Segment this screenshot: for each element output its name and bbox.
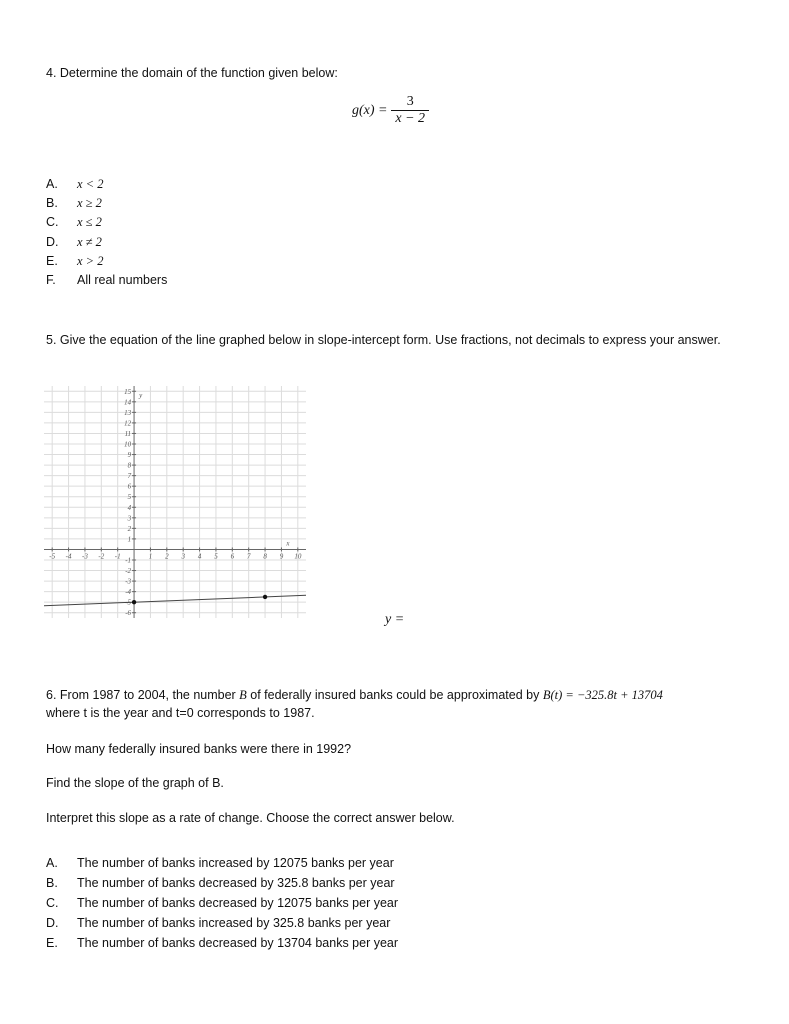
x-tick-label: 5 [214, 552, 218, 561]
q4-choice-b[interactable] [46, 196, 346, 215]
choice-text: x < 2 [77, 177, 104, 191]
y-axis-label: y [139, 391, 143, 400]
x-axis-label: x [286, 539, 290, 548]
y-tick-label: -3 [125, 577, 132, 586]
choice-letter: D. [46, 916, 59, 930]
x-tick-label: 7 [246, 552, 251, 561]
q4-prompt: 4. Determine the domain of the function given below: [46, 66, 338, 80]
choice-text: The number of banks decreased by 325.8 banks per year [77, 876, 395, 890]
q6-sub1: How many federally insured banks were there in 1992? [46, 742, 352, 756]
fraction-denominator: x − 2 [391, 110, 429, 127]
q4-choice-a[interactable] [46, 177, 346, 196]
y-tick-label: 7 [127, 472, 132, 481]
x-tick-label: 1 [148, 552, 153, 561]
q6-prompt-part1: 6. From 1987 to 2004, the number [46, 688, 240, 702]
x-tick-label: -3 [82, 552, 88, 561]
q6-choice-b[interactable] [46, 876, 546, 895]
choice-text: The number of banks increased by 12075 banks per year [77, 856, 394, 870]
y-tick-label: 6 [127, 482, 132, 491]
q6-choice-c[interactable] [46, 896, 546, 915]
choice-letter: F. [46, 273, 56, 287]
x-tick-label: 2 [165, 552, 169, 561]
q4-function [352, 94, 429, 127]
y-tick-label: 12 [124, 419, 132, 428]
y-tick-label: -2 [125, 567, 132, 576]
y-tick-label: 15 [124, 387, 132, 396]
y-tick-label: 13 [124, 408, 132, 417]
y-tick-label: 3 [127, 514, 132, 523]
x-tick-label: 3 [181, 552, 185, 561]
choice-letter: C. [46, 896, 59, 910]
choice-letter: B. [46, 196, 58, 210]
choice-text: x ≤ 2 [77, 215, 102, 229]
q4-choice-e[interactable] [46, 254, 346, 273]
choice-text: x ≥ 2 [77, 196, 102, 210]
x-tick-label: 9 [279, 552, 284, 561]
y-tick-label: 10 [124, 440, 132, 449]
y-tick-label: 9 [127, 451, 132, 460]
line-graph [40, 382, 310, 622]
q6-sub3: Interpret this slope as a rate of change. Choose the correct answer below. [46, 811, 455, 825]
x-tick-label: 6 [230, 552, 235, 561]
graph-point [263, 595, 267, 599]
q6-sub2: Find the slope of the graph of B. [46, 776, 224, 790]
function-fraction [391, 94, 429, 127]
q6-formula: B(t) = −325.8t + 13704 [542, 688, 663, 702]
q5-answer-label: y = [385, 612, 405, 627]
choice-text: All real numbers [77, 273, 168, 287]
q4-choice-f[interactable] [46, 273, 346, 292]
q6-choice-d[interactable] [46, 916, 546, 935]
y-tick-label: 11 [124, 429, 132, 438]
x-tick-label: -2 [98, 552, 105, 561]
x-tick-label: 8 [263, 552, 267, 561]
choice-text: x > 2 [77, 254, 104, 268]
x-tick-label: 10 [294, 552, 302, 561]
y-tick-label: -4 [125, 588, 132, 597]
y-tick-label: 8 [127, 461, 132, 470]
x-tick-label: -4 [65, 552, 72, 561]
q4-choice-c[interactable] [46, 215, 346, 234]
fraction-numerator: 3 [406, 94, 414, 109]
q6-prompt-part3: where t is the year and t=0 corresponds to 1987. [46, 706, 315, 720]
q6-prompt [46, 686, 766, 722]
q6-choice-a[interactable] [46, 856, 546, 875]
choice-letter: A. [46, 856, 58, 870]
y-tick-label: 5 [127, 493, 132, 502]
y-tick-label: -6 [125, 609, 132, 618]
choice-text: The number of banks increased by 325.8 banks per year [77, 916, 391, 930]
y-tick-label: -1 [125, 556, 132, 565]
y-tick-label: 2 [127, 524, 132, 533]
choice-letter: E. [46, 254, 58, 268]
choice-letter: E. [46, 936, 58, 950]
q6-choice-e[interactable] [46, 936, 546, 955]
graph-point [132, 600, 136, 604]
choice-text: x ≠ 2 [77, 235, 102, 249]
choice-text: The number of banks decreased by 13704 banks per year [77, 936, 399, 950]
choice-letter: D. [46, 235, 59, 249]
choice-letter: B. [46, 876, 58, 890]
choice-text: The number of banks decreased by 12075 banks per year [77, 896, 399, 910]
y-tick-label: 14 [124, 398, 132, 407]
q5-prompt: 5. Give the equation of the line graphed below in slope-intercept form. Use fractions, not decimals to express your answer. [46, 333, 721, 347]
function-lhs: g(x) = [352, 103, 388, 119]
q4-choice-d[interactable] [46, 235, 346, 254]
x-tick-label: -5 [49, 552, 56, 561]
y-tick-label: 4 [127, 503, 132, 512]
q6-prompt-part2: of federally insured banks could be approximated by [246, 688, 543, 702]
choice-letter: A. [46, 177, 58, 191]
choice-letter: C. [46, 215, 59, 229]
q6-var-b: B [239, 688, 247, 702]
x-tick-label: 4 [197, 552, 202, 561]
y-tick-label: 1 [127, 535, 132, 544]
x-tick-label: -1 [114, 552, 121, 561]
